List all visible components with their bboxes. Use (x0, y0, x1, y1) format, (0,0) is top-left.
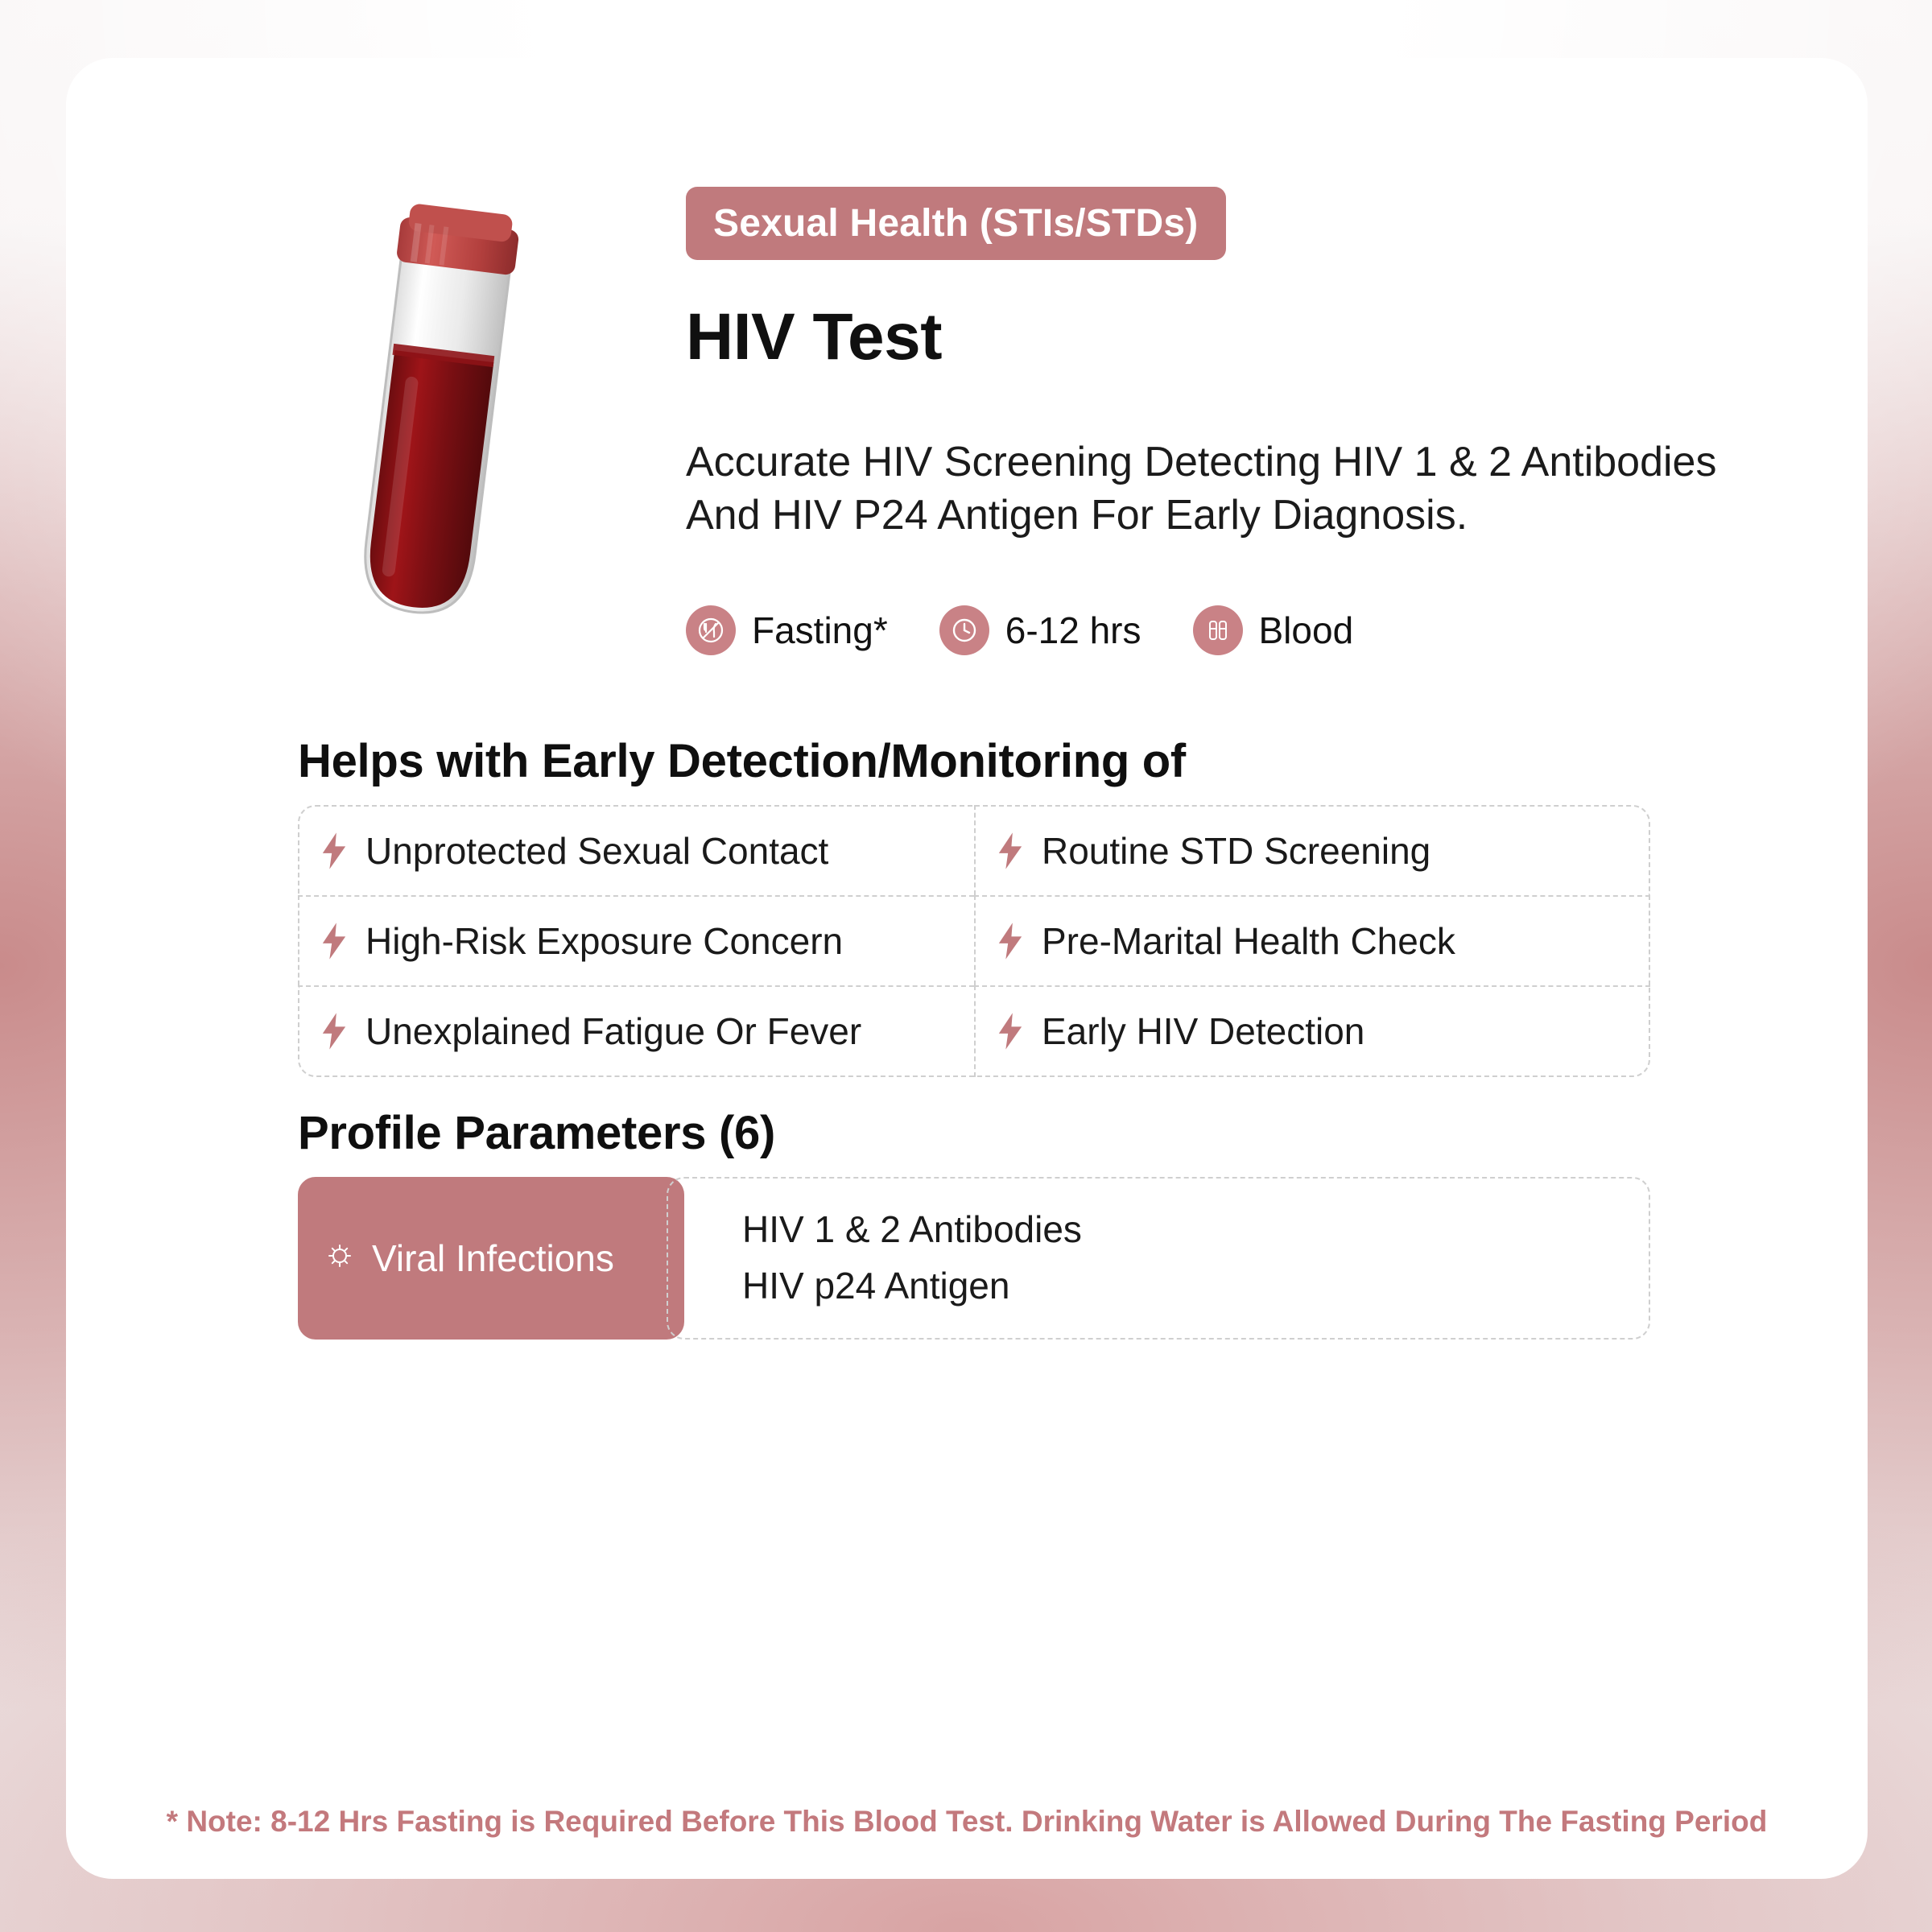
meta-label-sample: Blood (1258, 609, 1354, 651)
meta-item-duration (939, 605, 1141, 655)
bolt-icon (320, 1013, 348, 1050)
symptom-item (974, 805, 1650, 895)
virus-icon (325, 1241, 354, 1274)
symptom-label: High-Risk Exposure Concern (365, 920, 844, 962)
symptom-item (298, 805, 974, 895)
category-badge: Sexual Health (STIs/STDs) (686, 187, 1226, 260)
symptom-label: Unprotected Sexual Contact (365, 830, 829, 872)
meta-item-fasting (686, 605, 888, 655)
bolt-icon (997, 1013, 1024, 1050)
parameter-list (667, 1177, 1650, 1340)
symptom-item (298, 895, 974, 985)
bolt-icon (320, 923, 348, 960)
parameter-group-row (298, 1177, 1650, 1340)
fasting-icon (686, 605, 736, 655)
meta-item-sample (1193, 605, 1354, 655)
blood-vials-icon (1193, 605, 1243, 655)
symptom-item (974, 985, 1650, 1077)
parameter-item: HIV 1 & 2 Antibodies (742, 1208, 1082, 1250)
hero-section (66, 58, 1868, 651)
symptom-item (974, 895, 1650, 985)
bolt-icon (320, 832, 348, 869)
blood-collection-tube-image (332, 195, 541, 646)
parameter-category-label: Viral Infections (372, 1236, 614, 1279)
bolt-icon (997, 832, 1024, 869)
symptom-label: Pre-Marital Health Check (1042, 920, 1455, 962)
symptom-label: Unexplained Fatigue Or Fever (365, 1010, 862, 1052)
test-description: Accurate HIV Screening Detecting HIV 1 & 2 Antibodies And HIV P24 Antigen For Early Diagnosis. (686, 439, 1717, 539)
symptom-label: Routine STD Screening (1042, 830, 1431, 872)
meta-label-duration: 6-12 hrs (1005, 609, 1141, 651)
parameter-category (298, 1177, 684, 1340)
parameter-item: HIV p24 Antigen (742, 1264, 1010, 1307)
parameters-heading: Profile Parameters (6) (298, 1107, 775, 1159)
symptom-item (298, 985, 974, 1077)
symptoms-grid (298, 805, 1650, 1077)
meta-label-fasting: Fasting* (752, 609, 888, 651)
clock-icon (939, 605, 989, 655)
content-card (66, 58, 1868, 1879)
meta-row (686, 605, 1353, 655)
bolt-icon (997, 923, 1024, 960)
symptom-label: Early HIV Detection (1042, 1010, 1365, 1052)
symptoms-heading: Helps with Early Detection/Monitoring of (298, 735, 1186, 787)
page-title: HIV Test (686, 300, 942, 374)
fasting-note: * Note: 8-12 Hrs Fasting is Required Before This Blood Test. Drinking Water is Allowed During The Fasting Period (166, 1805, 1768, 1838)
